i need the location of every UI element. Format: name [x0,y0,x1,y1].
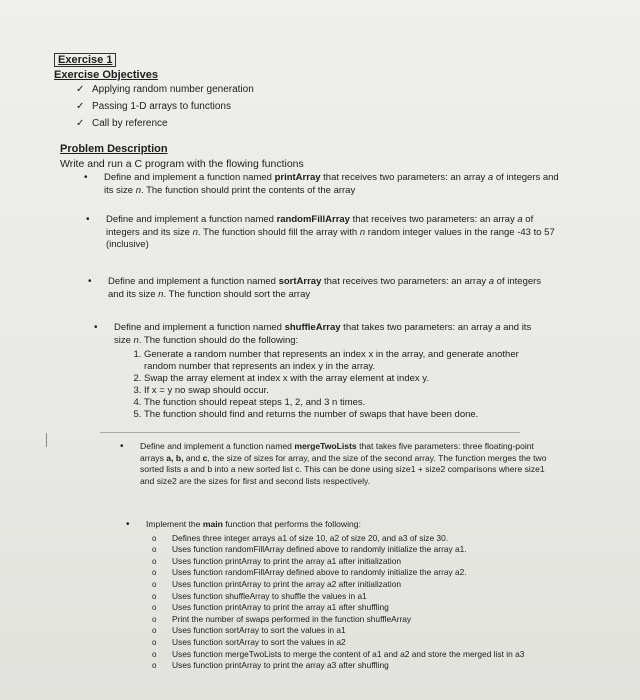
circle-bullet-icon: o [152,579,157,589]
circle-bullet-icon: o [152,649,157,659]
circle-bullet-icon: o [152,568,157,578]
page-mark [46,433,47,447]
bullet-icon: • [120,441,124,452]
objective-item: ✓ Applying random number generation [76,84,254,95]
list-item: o Uses function printArray to print the array a3 after shuffling [152,660,389,671]
list-item: o Uses function sortArray to sort the values in a1 [152,625,346,636]
list-item: o Uses function shuffleArray to shuffle the values in a1 [152,590,367,601]
objective-item: ✓ Call by reference [76,118,168,129]
list-item: o Uses function printArray to print the array a2 after initialization [152,578,402,589]
objective-item: ✓ Passing 1-D arrays to functions [76,101,231,112]
circle-bullet-icon: o [152,626,157,636]
step-item: 4. The function should repeat steps 1, 2, and 3 n times. [144,397,544,409]
circle-bullet-icon: o [152,556,157,566]
list-item: o Print the number of swaps performed in the function shuffleArray [152,613,412,624]
bullet-icon: • [94,322,98,333]
list-item: o Uses function printArray to print the array a1 after shuffling [152,602,389,613]
step-item: 2. Swap the array element at index x with the array element at index y. [144,373,544,385]
shuffle-steps-list [114,349,544,421]
objectives-list [76,84,254,135]
step-item: 1. Generate a random number that represents an index x in the array, and generate another random number that represents an index y in the array. [144,349,544,373]
circle-bullet-icon: o [152,533,157,543]
checkmark-icon: ✓ [76,101,85,112]
bullet-sortarray: • Define and implement a function named sortArray that receives two parameters: an array a of integers and its size n. The function should sort the array [88,276,542,300]
checkmark-icon: ✓ [76,84,85,95]
exercise-title: Exercise 1 [54,54,116,66]
list-item: o Uses function randomFillArray defined above to randomly initialize the array a1. [152,544,467,555]
objectives-heading: Exercise Objectives [54,69,158,81]
bullet-icon: • [88,276,92,287]
list-item: o Uses function randomFillArray defined above to randomly initialize the array a2. [152,567,467,578]
circle-bullet-icon: o [152,545,157,555]
bullet-icon: • [126,519,130,530]
circle-bullet-icon: o [152,591,157,601]
bullet-icon: • [84,172,88,183]
intro-text: Write and run a C program with the flowing functions [60,158,304,170]
list-item: o Uses function printArray to print the array a1 after initialization [152,555,402,566]
bullet-main: • Implement the main function that performs the following: o Defines three integer arrays a1 of size 10, a2 of size 20, and a3 of size 30. o Uses function randomFillArray defined above to randomly initialize the array a1. o Uses function printArray to print the array a1 after initialization o Uses function randomFillArray defined above to randomly initialize the array a2. o Uses function printArray to print the array a2 after initialization o Uses function shuffleArray to shuffle the values in a1 o Uses function printArray to print the array a1 after shuffling o Print the number of swaps performed in the function shuffleArray o Uses function sortArray to sort the values in a1 o Uses function sortArray to sort the values in a2 o Uses function mergeTwoLists to merge the content of a1 and a2 and store the merged list in a3 o Uses function printArray to print the array a3 after shuffling [146,519,546,672]
bullet-icon: • [86,214,90,225]
checkmark-icon: ✓ [76,118,85,129]
step-item: 5. The function should find and returns the number of swaps that have been done. [144,409,544,421]
list-item: o Defines three integer arrays a1 of size 10, a2 of size 20, and a3 of size 30. [152,532,449,543]
list-item: o Uses function sortArray to sort the values in a2 [152,636,346,647]
bullet-mergetwolists: • Define and implement a function named mergeTwoLists that takes five parameters: three floating-point arrays a, b, and c, the size of sizes for array, and the size of the second array. The function merges the two sorted lists a and b into a new sorted list c. This can be done using size1 + size2 comparisons where size1 and size2 are the sizes for first and second lists respectively. [120,441,547,486]
circle-bullet-icon: o [152,661,157,671]
list-item: o Uses function mergeTwoLists to merge the content of a1 and a2 and store the merged list in a3 [152,648,525,659]
step-item: 3. If x = y no swap should occur. [144,385,544,397]
circle-bullet-icon: o [152,603,157,613]
divider [100,432,520,433]
problem-heading: Problem Description [60,143,168,155]
main-steps-list [146,533,546,672]
bullet-printarray: • Define and implement a function named printArray that receives two parameters: an array a of integers and its size n. The function should print the contents of the array [84,172,559,196]
bullet-randomfillarray: • Define and implement a function named randomFillArray that receives two parameters: an array a of integers and its size n. The function should fill the array with n random integer values in the range -43 to 57 (inclusive) [86,214,555,250]
circle-bullet-icon: o [152,614,157,624]
circle-bullet-icon: o [152,637,157,647]
bullet-shufflearray: • Define and implement a function named shuffleArray that takes two parameters: an array a and its size n. The function should do the following: 1. Generate a random number that represents an index x in the array, and generate another random number that represents an index y in the array. 2. Swap the array element at index x with the array element at index y. 3. If x = y no swap should occur. 4. The function should repeat steps 1, 2, and 3 n times. 5. The function should find and returns the number of swaps that have been done. [114,322,544,421]
